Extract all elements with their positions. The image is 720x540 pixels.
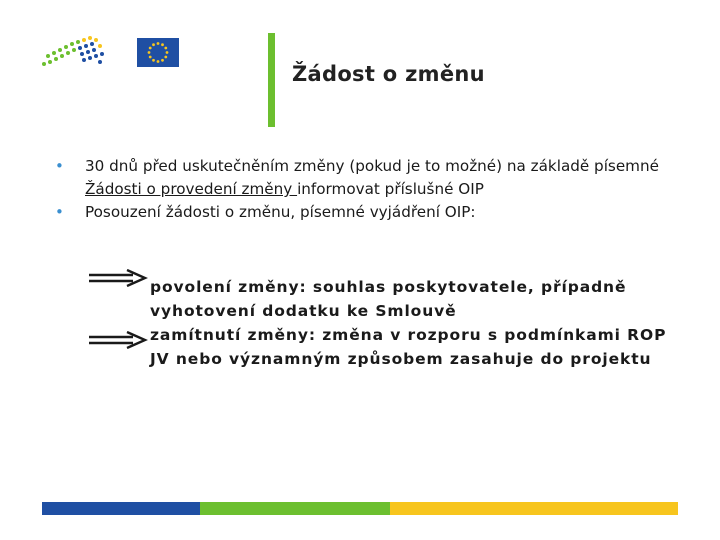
bullet-text: informovat příslušné OIP bbox=[297, 180, 484, 198]
double-arrow-icon bbox=[87, 269, 149, 287]
list-item bbox=[55, 155, 675, 201]
list-item bbox=[55, 201, 675, 224]
outcome-approval: povolení změny: souhlas poskytovatele, případně vyhotovení dodatku ke Smlouvě bbox=[150, 278, 627, 320]
page-title: Žádost o změnu bbox=[292, 62, 485, 86]
eu-flag-icon bbox=[137, 38, 179, 67]
footer-green-segment bbox=[200, 502, 390, 515]
request-document-link[interactable]: Žádosti o provedení změny bbox=[85, 180, 298, 198]
outcome-rejection: zamítnutí změny: změna v rozporu s podmínkami ROP JV nebo významným způsobem zasahuje do projektu bbox=[150, 326, 667, 368]
footer-blue-segment bbox=[42, 502, 200, 515]
footer-color-bar bbox=[42, 502, 678, 515]
footer-yellow-segment bbox=[390, 502, 678, 515]
bullet-list bbox=[55, 155, 675, 224]
double-arrow-icon bbox=[87, 331, 149, 349]
title-accent-bar bbox=[268, 33, 275, 127]
bullet-text: 30 dnů před uskutečněním změny (pokud je to možné) na základě písemné bbox=[85, 157, 659, 175]
bullet-dot-icon: • bbox=[55, 203, 64, 221]
dotted-wave-logo-icon bbox=[40, 34, 108, 70]
outcome-list bbox=[150, 275, 690, 371]
bullet-dot-icon: • bbox=[55, 157, 64, 175]
bullet-text: Posouzení žádosti o změnu, písemné vyjádření OIP: bbox=[85, 203, 476, 221]
